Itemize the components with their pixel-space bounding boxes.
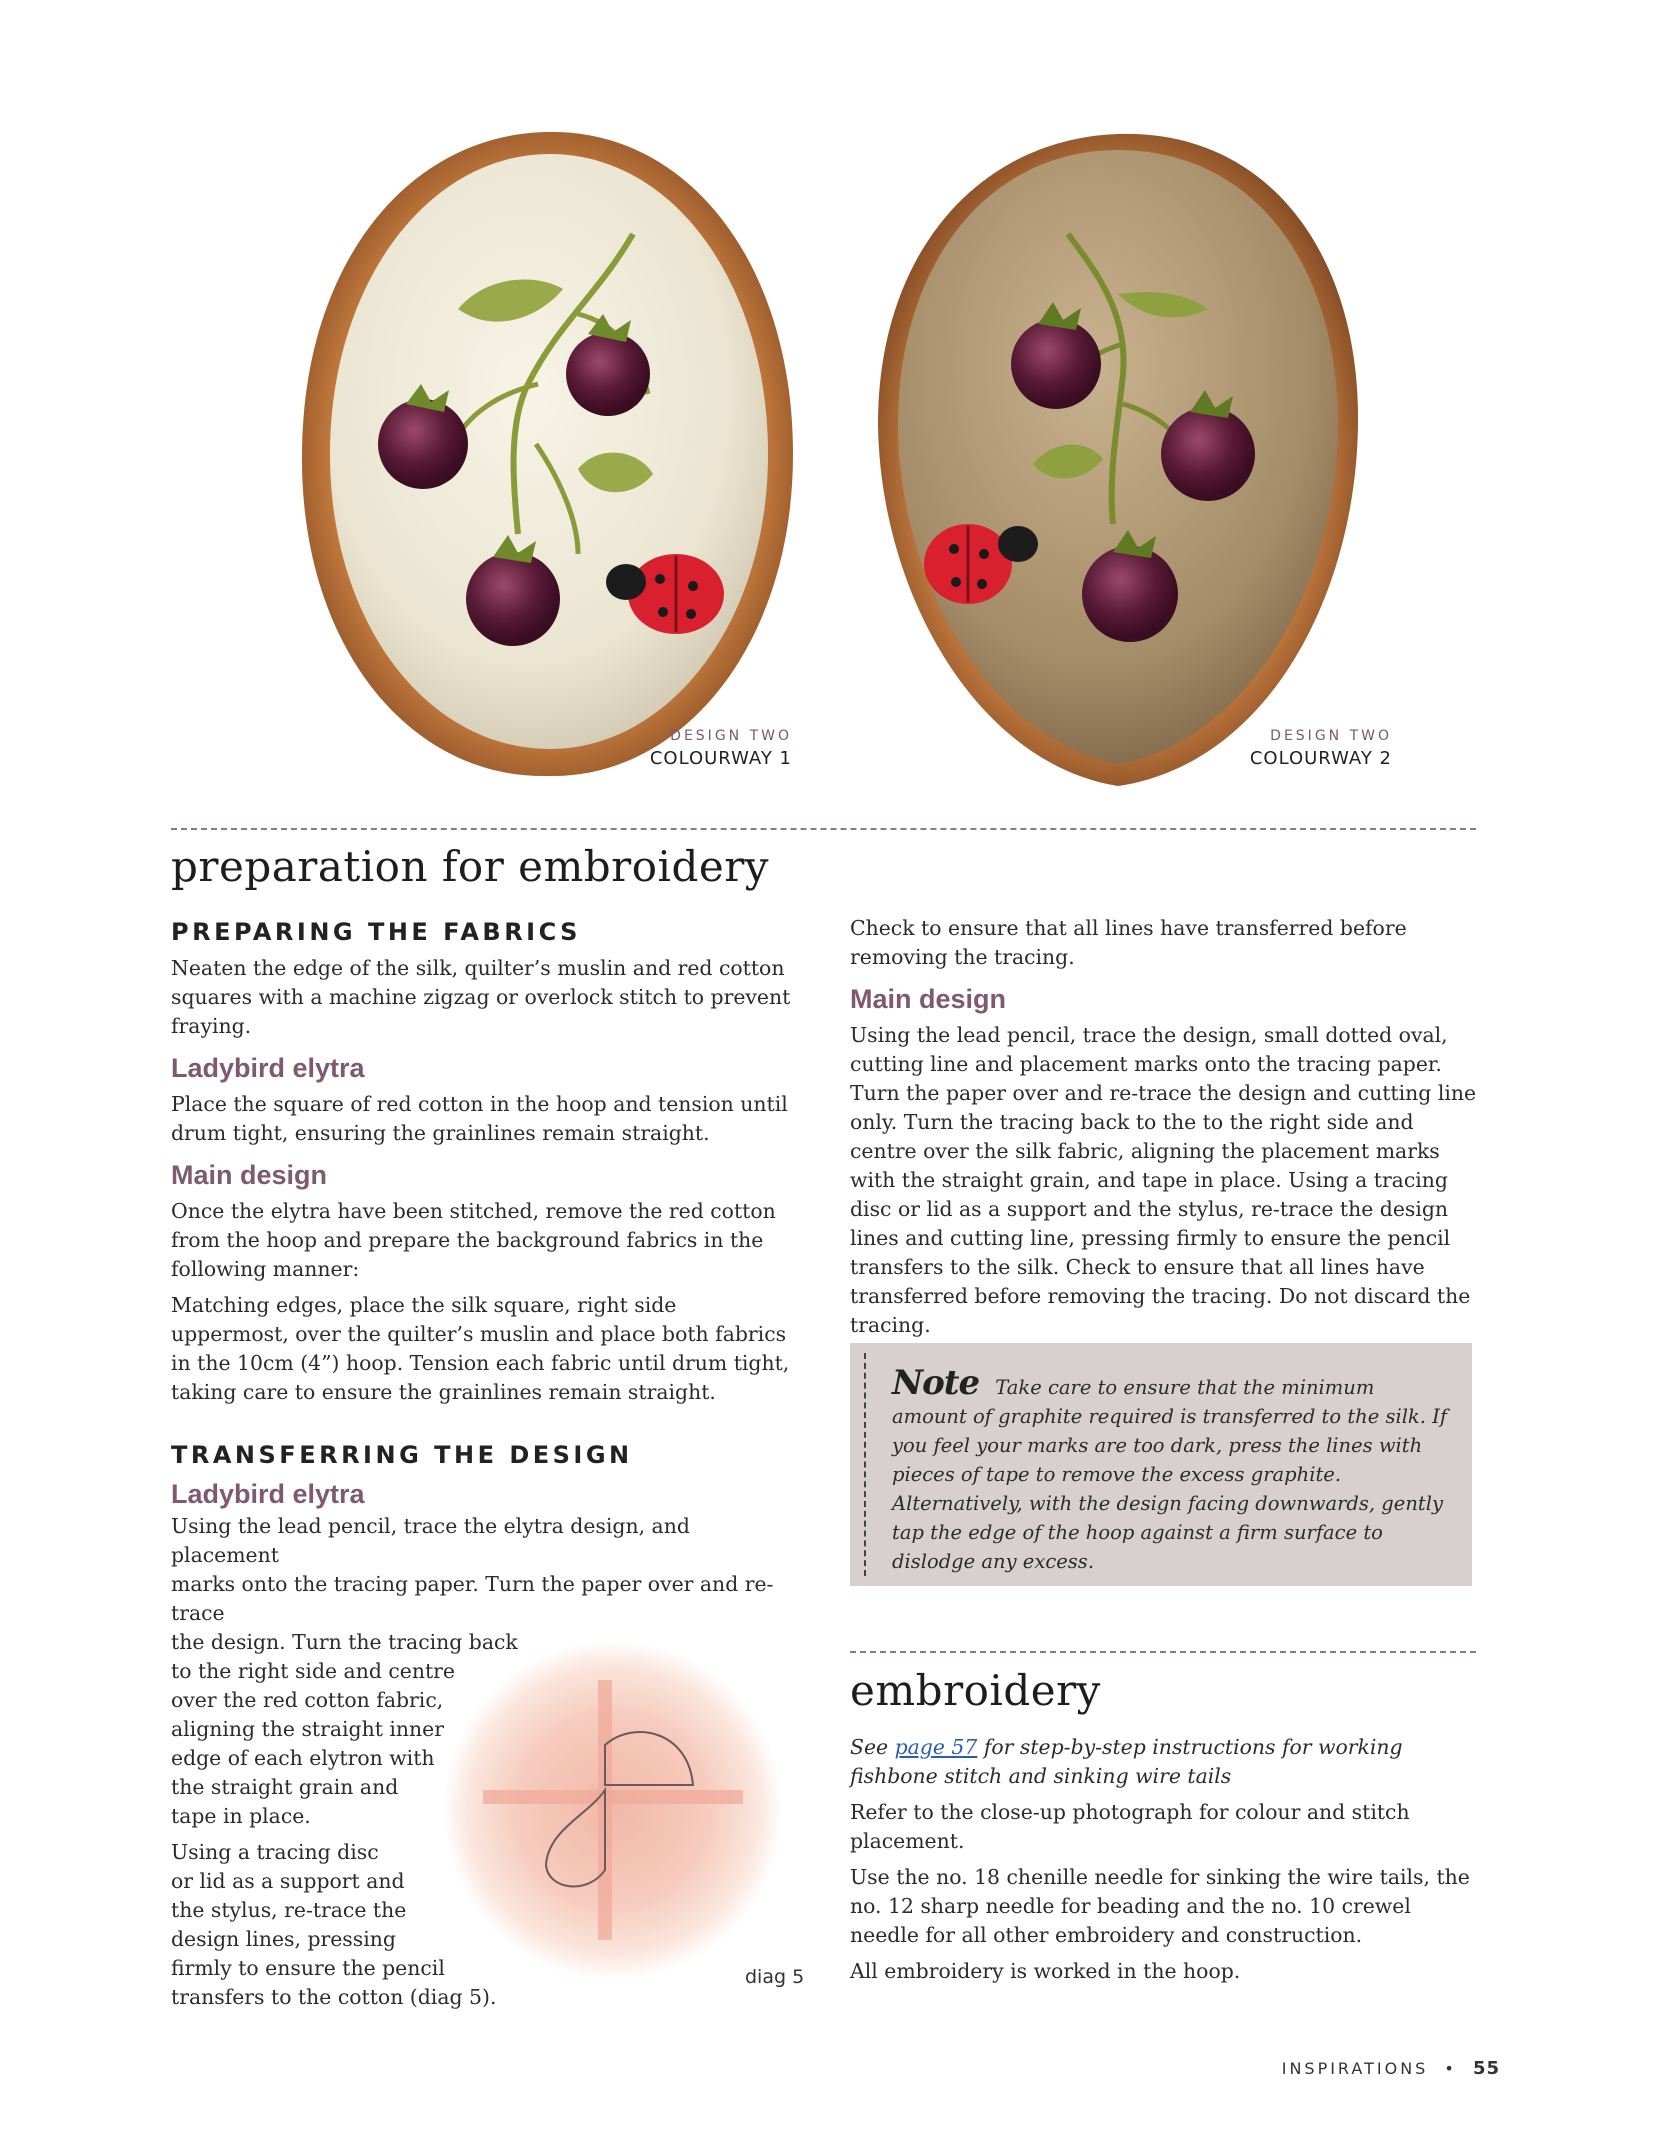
paragraph-main-1: Once the elytra have been stitched, remove the red cotton from the hoop and prepare the background fabrics in the following manner: <box>171 1199 776 1281</box>
see-reference <box>850 1733 1480 1791</box>
section-title-preparation: preparation for embroidery <box>171 842 770 891</box>
note-dashed-rule <box>864 1353 866 1576</box>
folio-bullet: • <box>1444 2059 1457 2078</box>
tracing-diagram <box>438 1640 798 2010</box>
text-line: aligning the straight inner <box>171 1717 444 1741</box>
paragraph-main-design-right: Using the lead pencil, trace the design, small dotted oval, cutting line and placement marks onto the tracing paper. Turn the paper over and re-trace the design and cutting line only. Turn the tracing back to the to the right side and centre over the silk fabric, aligning the placement marks with the straight grain, and tape in place. Using a tracing disc or lid as a support and the stylus, re-trace the design lines and cutting line, pressing firmly to ensure the pencil transfers to the silk. Check to ensure that all lines have transferred before removing the tracing. Do not discard the tracing. <box>850 1023 1477 1337</box>
text-line: edge of each elytron with <box>171 1746 435 1770</box>
photo-caption-2 <box>1160 728 1392 769</box>
paragraph-embroidery-2: Use the no. 18 chenille needle for sinking the wire tails, the no. 12 sharp needle for beading and the no. 10 crewel needle for all other embroidery and construction. <box>850 1865 1470 1947</box>
pincushion-photo-colourway-2 <box>868 124 1368 794</box>
page-number: 55 <box>1472 2058 1500 2079</box>
text-line: transfers to the cotton (diag 5). <box>171 1985 497 2009</box>
text-line: Using the lead pencil, trace the elytra design, and placement <box>171 1514 690 1567</box>
text-line: or lid as a support and <box>171 1869 405 1893</box>
caption-kicker: DESIGN TWO <box>670 728 792 744</box>
text-line: the stylus, re-trace the <box>171 1898 407 1922</box>
magazine-name: INSPIRATIONS <box>1281 2059 1429 2078</box>
section-divider <box>171 828 1476 830</box>
text-line: the straight grain and <box>171 1775 399 1799</box>
text-line: over the red cotton fabric, <box>171 1688 444 1712</box>
text-line: to the right side and centre <box>171 1659 455 1683</box>
note-label: Note <box>892 1363 980 1403</box>
subheading-ladybird-elytra: Ladybird elytra <box>171 1053 365 1083</box>
paragraph-preparing: Neaten the edge of the silk, quilter’s muslin and red cotton squares with a machine zigzag or overlock stitch to prevent fraying. <box>171 956 791 1038</box>
note-body: Take care to ensure that the minimum amount of graphite required is transferred to the silk. If you feel your marks are too dark, press the lines with pieces of tape to remove the excess graphite. Alternatively, with the design facing downwards, gently tap the edge of the hoop against a firm surface to dislodge any excess. <box>892 1376 1448 1573</box>
text-line: firmly to ensure the pencil <box>171 1956 445 1980</box>
caption-label: COLOURWAY 2 <box>1249 748 1392 769</box>
paragraph-embroidery-1: Refer to the close-up photograph for colour and stitch placement. <box>850 1800 1410 1853</box>
text-line: the design. Turn the tracing back <box>171 1630 518 1654</box>
text-line: tape in place. <box>171 1804 311 1828</box>
text-line: design lines, pressing <box>171 1927 396 1951</box>
paragraph-embroidery-3: All embroidery is worked in the hoop. <box>850 1959 1241 1983</box>
paragraph-check: Check to ensure that all lines have transferred before removing the tracing. <box>850 916 1407 969</box>
see-prefix: See <box>850 1735 889 1759</box>
caption-kicker: DESIGN TWO <box>1270 728 1392 744</box>
heading-transferring: TRANSFERRING THE DESIGN <box>171 1441 633 1469</box>
photo-caption-1 <box>560 728 792 769</box>
page-57-link[interactable]: page 57 <box>894 1735 978 1759</box>
pincushion-photo-colourway-1 <box>288 124 808 784</box>
section-divider <box>850 1651 1476 1653</box>
diagram-label: diag 5 <box>745 1966 805 1988</box>
see-suffix: for step-by-step instructions for working fishbone stitch and sinking wire tails <box>850 1735 1403 1788</box>
text-line: marks onto the tracing paper. Turn the paper over and re-trace <box>171 1572 774 1625</box>
heading-preparing-fabrics: PREPARING THE FABRICS <box>171 918 581 946</box>
note-text <box>892 1363 1452 1576</box>
caption-label: COLOURWAY 1 <box>649 748 792 769</box>
page-folio <box>1282 2058 1500 2079</box>
subheading-transfer-ladybird: Ladybird elytra <box>171 1479 365 1509</box>
subheading-main-design-right: Main design <box>850 984 1007 1014</box>
text-line: Using a tracing disc <box>171 1840 379 1864</box>
embroidery-column <box>850 1733 1480 1986</box>
right-column <box>850 914 1480 1340</box>
note-box <box>850 1343 1472 1586</box>
paragraph-ladybird: Place the square of red cotton in the hoop and tension until drum tight, ensuring the grainlines remain straight. <box>171 1092 788 1145</box>
section-title-embroidery: embroidery <box>850 1666 1101 1715</box>
subheading-main-design: Main design <box>171 1160 328 1190</box>
paragraph-main-2: Matching edges, place the silk square, right side uppermost, over the quilter’s muslin and place both fabrics in the 10cm (4”) hoop. Tension each fabric until drum tight, taking care to ensure the grainlines remain straight. <box>171 1293 790 1404</box>
